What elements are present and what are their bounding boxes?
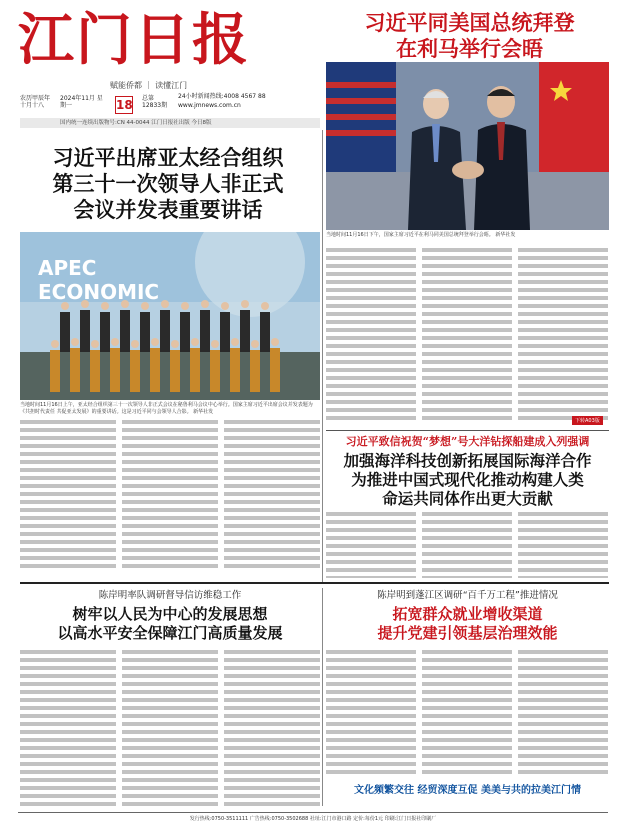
website: www.jmnews.com.cn [178, 102, 241, 109]
lead-body-col2 [122, 420, 218, 570]
section3-left-headline-line1: 树牢以人民为中心的发展思想 [72, 605, 268, 623]
fold-divider [20, 582, 609, 584]
news-hotline: 24小时新闻热线:4008 4567 88 [178, 93, 266, 100]
issue-date: 2024年11月 星期一 [60, 95, 103, 109]
publication-bar: 国内统一连续出版物号:CN 44-0044 江门日报社出版 今日8版 [20, 118, 320, 128]
section2-headline[interactable] [326, 451, 609, 508]
lead-headline-line1: 习近平出席亚太经合组织 [52, 145, 284, 170]
lunar-date: 农历甲辰年 十月十八 [20, 95, 51, 109]
meeting-body-col2 [422, 248, 512, 424]
slogan: 赋能侨都 ｜ 读懂江门 [110, 81, 188, 90]
section3-right-headline-line2: 提升党建引领基层治理效能 [377, 624, 558, 642]
meeting-photo[interactable] [326, 62, 609, 230]
total-issue: 总第 12833期 [142, 95, 168, 109]
section3-right-body-col3 [518, 650, 608, 778]
section2-headline-line3: 命运共同体作出更大贡献 [382, 489, 553, 508]
promo-banner[interactable]: 文化频繁交往 经贸深度互促 美美与共的拉美江门情 [354, 785, 581, 796]
newspaper-logo: 江门日报 [18, 7, 250, 73]
section3-left-headline[interactable] [20, 605, 320, 643]
meeting-body-col3 [518, 248, 608, 424]
meeting-body-col1 [326, 248, 416, 424]
apec-sign-word1: APEC [38, 256, 97, 280]
section3-left-body-col2 [122, 650, 218, 806]
section3-right-body-col2 [422, 650, 512, 778]
column-divider [322, 130, 323, 582]
section2-body-col2 [422, 512, 512, 578]
lead-headline[interactable] [18, 145, 318, 223]
issue-info [20, 93, 320, 115]
lead-body-col1 [20, 420, 116, 570]
section3-right-body-col1 [326, 650, 416, 778]
lead-body-col3 [224, 420, 320, 570]
section3-left-body-col3 [224, 650, 320, 806]
continue-page-tag[interactable]: 下转A03版 [572, 416, 603, 425]
lead-headline-line3: 会议并发表重要讲话 [73, 197, 263, 222]
footer-info: 发行热线:0750-3511111 广告热线:0750-3502688 社址:江门市港口路 定价:每份1元 印刷:江门日报社印刷厂 [18, 812, 608, 824]
page-number-badge: 18 [116, 98, 133, 112]
section3-right-kicker: 陈岸明到蓬江区调研“百千万工程”推进情况 [377, 590, 558, 601]
top-right-headline[interactable] [332, 10, 607, 62]
apec-photo-caption: 当地时间11月16日上午，亚太经合组织第三十一次领导人非正式会议在秘鲁利马会议中心举行。国家主席习近平出席会议并发表题为《共担时代责任 共促亚太发展》的重要讲话。这是习近平同与会领导人合影。 新华社发 [20, 402, 313, 415]
section2-headline-line1: 加强海洋科技创新拓展国际海洋合作 [343, 451, 592, 470]
column-divider-lower [322, 588, 323, 806]
section2-body-col3 [518, 512, 608, 578]
apec-sign-word2: ECONOMIC [38, 280, 160, 304]
section3-right-headline-line1: 拓宽群众就业增收渠道 [392, 605, 543, 623]
apec-group-photo[interactable] [20, 232, 320, 400]
section3-left-headline-line2: 以高水平安全保障江门高质量发展 [57, 624, 283, 642]
lead-headline-line2: 第三十一次领导人非正式 [52, 171, 284, 196]
section2-headline-line2: 为推进中国式现代化推动构建人类 [351, 470, 584, 489]
section2-body-col1 [326, 512, 416, 578]
meeting-photo-caption: 当地时间11月16日下午，国家主席习近平在利马同美国总统拜登举行会晤。 新华社发 [326, 232, 516, 238]
top-right-headline-line2: 在利马举行会晤 [396, 36, 543, 61]
section3-left-body-col1 [20, 650, 116, 806]
section2-kicker: 习近平致信祝贺“梦想”号大洋钻探船建成入列强调 [345, 435, 590, 448]
section3-left-kicker: 陈岸明率队调研督导信访维稳工作 [98, 590, 242, 601]
section-divider [326, 430, 609, 431]
top-right-headline-line1: 习近平同美国总统拜登 [364, 10, 575, 35]
section3-right-headline[interactable] [326, 605, 609, 643]
meeting-photo-illustration [326, 62, 609, 230]
